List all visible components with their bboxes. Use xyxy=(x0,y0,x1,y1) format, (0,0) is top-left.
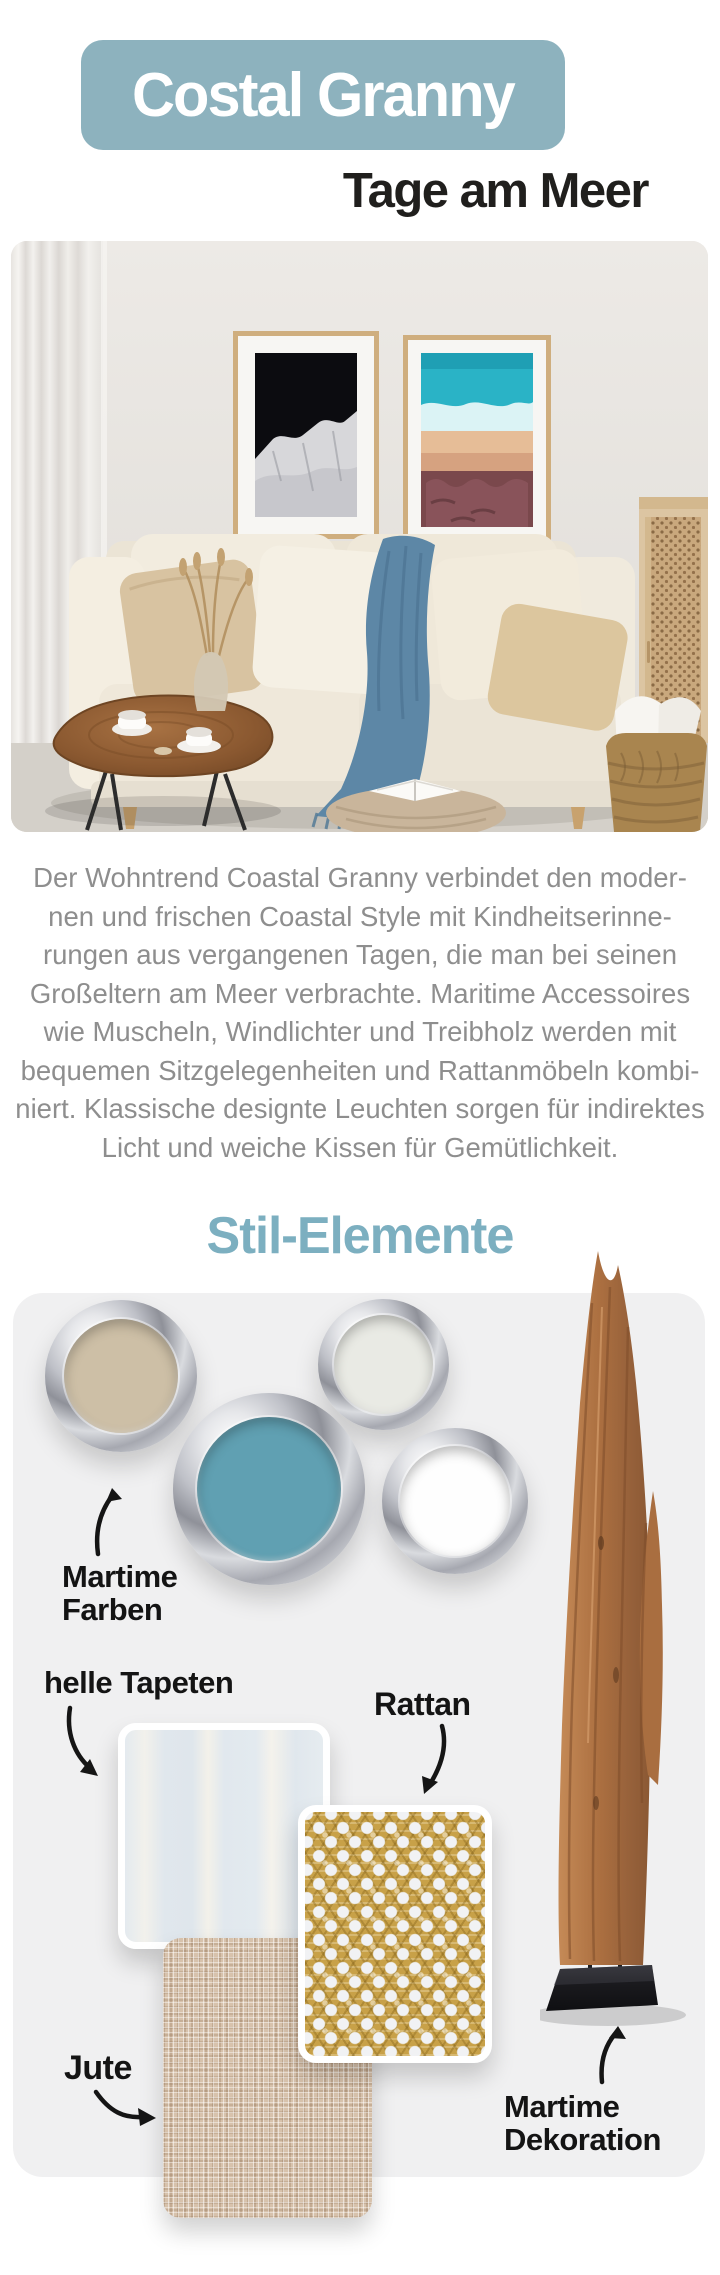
section-title: Stil-Elemente xyxy=(206,1207,514,1265)
arrow-maritime-colors xyxy=(86,1486,130,1558)
paint-lid-white xyxy=(382,1428,528,1574)
page-title: Costal Granny xyxy=(132,60,514,130)
paint-lid-beige xyxy=(45,1300,197,1452)
arrow-rattan xyxy=(414,1722,458,1802)
intro-line: Licht und weiche Kissen für Gemütlichkeit. xyxy=(101,1131,619,1163)
paint-lid-offwhite xyxy=(318,1299,449,1430)
wicker-basket xyxy=(606,696,707,832)
intro-line: niert. Klassische designte Leuchten sorgen für indirektes xyxy=(15,1093,705,1124)
intro-line: wie Muscheln, Windlichter und Treibholz werden mit xyxy=(43,1016,677,1047)
pillow-beige xyxy=(118,557,267,706)
title-badge xyxy=(81,40,565,150)
label-rattan: Rattan xyxy=(374,1686,471,1722)
arrow-jute xyxy=(92,2086,164,2130)
paint-color-beige xyxy=(64,1319,178,1433)
arrow-wallpapers xyxy=(62,1704,110,1782)
pillow-tan-right xyxy=(485,601,631,734)
paint-color-teal xyxy=(197,1417,341,1561)
hero-photo xyxy=(11,241,708,832)
intro-paragraph xyxy=(0,859,720,1167)
label-wallpapers: helle Tapeten xyxy=(44,1665,234,1700)
intro-line: nen und frischen Coastal Style mit Kindheitserinne- xyxy=(48,900,672,932)
framed-art-mountain xyxy=(233,331,379,539)
intro-line: Großeltern am Meer verbrachte. Maritime Accessoires xyxy=(29,977,691,1009)
driftwood-sculpture xyxy=(540,1243,710,2035)
label-jute: Jute xyxy=(64,2049,132,2087)
arrow-maritime-decoration xyxy=(592,2024,630,2086)
paint-color-offwhite xyxy=(334,1315,432,1413)
page-subtitle: Tage am Meer xyxy=(342,164,648,218)
intro-line: rungen aus vergangenen Tagen, die man bei seinen xyxy=(42,939,677,970)
label-maritime-colors: Martime Farben xyxy=(62,1559,178,1627)
rattan-swatch xyxy=(298,1805,492,2063)
paint-color-white xyxy=(400,1446,510,1556)
label-maritime-decoration: Martime Dekoration xyxy=(504,2089,661,2157)
intro-line: bequemen Sitzgelegenheiten und Rattanmöbeln kombi- xyxy=(20,1054,700,1086)
sofa xyxy=(69,534,635,829)
paint-lid-teal xyxy=(173,1393,365,1585)
framed-art-beach xyxy=(403,335,551,545)
intro-line: Der Wohntrend Coastal Granny verbindet den moder- xyxy=(33,862,687,893)
